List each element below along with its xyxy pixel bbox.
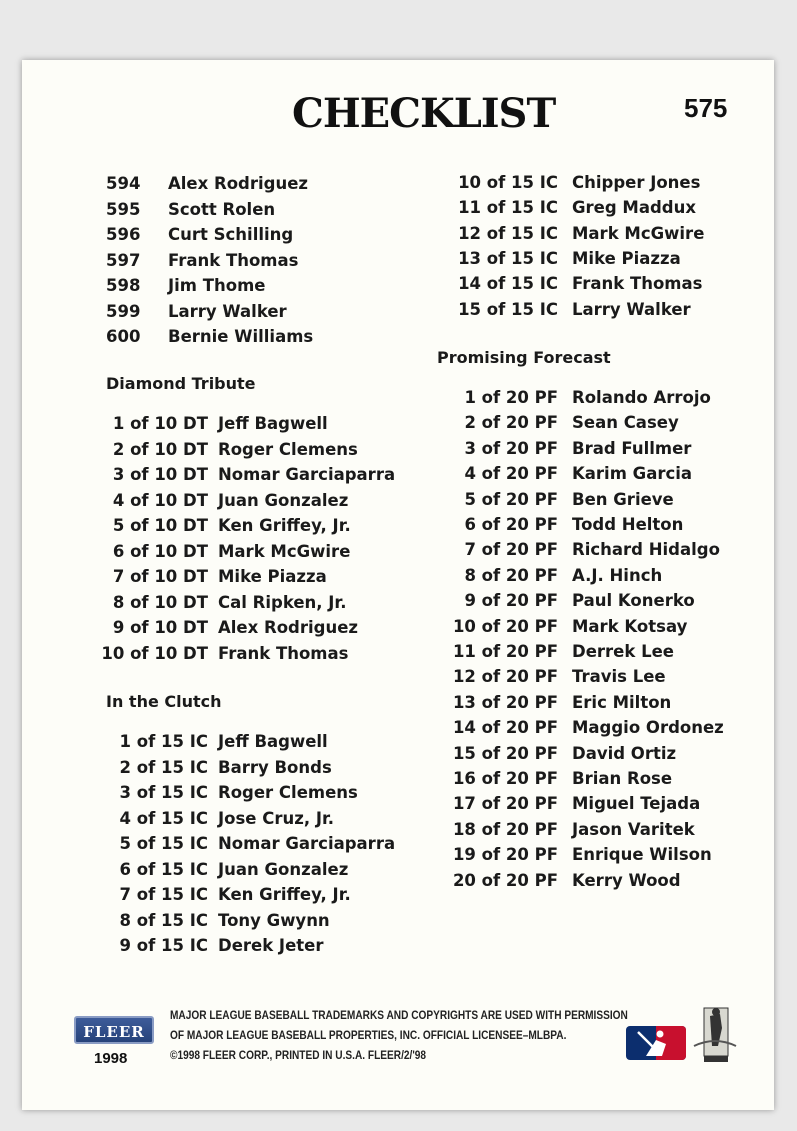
card-number-label: 8 of 10 DT xyxy=(112,592,208,612)
list-item xyxy=(437,170,757,195)
player-name: Juan Gonzalez xyxy=(218,859,349,879)
player-name: Mark McGwire xyxy=(218,541,351,561)
card-number-label: 11 of 15 IC xyxy=(458,198,558,218)
list-item xyxy=(437,614,757,639)
card-number-label: 5 of 10 DT xyxy=(112,516,208,535)
list-item xyxy=(437,563,757,588)
section-heading-diamond-tribute: Diamond Tribute xyxy=(106,374,256,393)
list-item xyxy=(106,248,426,273)
player-name: Cal Ripken, Jr. xyxy=(218,592,347,612)
year-label: 1998 xyxy=(94,1050,128,1067)
page-title: CHECKLIST xyxy=(292,90,556,137)
list-item xyxy=(437,791,757,816)
card-number-label: 2 of 10 DT xyxy=(112,439,208,459)
list-item xyxy=(437,537,757,562)
player-name: Travis Lee xyxy=(572,667,666,687)
player-name: Barry Bonds xyxy=(218,757,332,777)
card-number-label: 7 of 10 DT xyxy=(112,567,208,586)
legal-line: OF MAJOR LEAGUE BASEBALL PROPERTIES, INC. OFFICIAL LICENSEE–MLBPA. xyxy=(170,1030,567,1042)
list-item xyxy=(106,273,426,298)
card-number-label: 12 of 15 IC xyxy=(458,223,558,243)
fleer-logo: FLEER xyxy=(74,1016,154,1044)
player-name: Karim Garcia xyxy=(572,464,693,484)
list-item xyxy=(437,385,757,410)
list-item xyxy=(437,461,757,486)
player-name: Larry Walker xyxy=(168,301,287,321)
player-name: A.J. Hinch xyxy=(572,565,663,585)
player-name: Jason Varitek xyxy=(572,819,695,839)
list-item xyxy=(106,831,426,856)
list-item xyxy=(437,487,757,512)
player-name: Brad Fullmer xyxy=(572,438,692,458)
card-number-label: 9 of 10 DT xyxy=(112,618,208,637)
card-number-label: 600 xyxy=(106,327,141,346)
player-name: Jim Thome xyxy=(168,276,266,295)
list-item xyxy=(437,817,757,842)
player-name: Maggio Ordonez xyxy=(572,718,724,738)
list-item xyxy=(437,664,757,689)
player-name: Ken Griffey, Jr. xyxy=(218,516,351,535)
list-item xyxy=(106,488,426,513)
card-number-label: 10 of 10 DT xyxy=(101,643,208,663)
list-item xyxy=(437,297,757,322)
card-number-label: 10 of 15 IC xyxy=(458,173,558,192)
player-name: Ken Griffey, Jr. xyxy=(218,885,351,904)
player-name: Larry Walker xyxy=(572,299,691,319)
list-item xyxy=(437,715,757,740)
list-item xyxy=(106,780,426,805)
card-number-label: 594 xyxy=(106,174,141,193)
player-name: Eric Milton xyxy=(572,692,672,712)
card-number-label: 599 xyxy=(106,301,141,321)
player-name: Richard Hidalgo xyxy=(572,540,720,560)
player-name: Scott Rolen xyxy=(168,199,276,219)
list-item xyxy=(437,410,757,435)
card-number-label: 7 of 20 PF xyxy=(464,540,558,560)
player-name: Todd Helton xyxy=(572,515,684,534)
list-item xyxy=(437,741,757,766)
list-item xyxy=(106,513,426,538)
list-item xyxy=(106,437,426,462)
card-number-label: 5 of 15 IC xyxy=(119,834,208,853)
list-item xyxy=(437,639,757,664)
list-item xyxy=(106,411,426,436)
player-name: Frank Thomas xyxy=(572,274,703,294)
player-name: Nomar Garciaparra xyxy=(218,465,396,484)
legal-line: MAJOR LEAGUE BASEBALL TRADEMARKS AND COPYRIGHTS ARE USED WITH PERMISSION xyxy=(170,1010,628,1022)
list-item xyxy=(106,324,426,349)
player-name: Jeff Bagwell xyxy=(218,732,328,751)
list-item xyxy=(106,222,426,247)
mlb-logo xyxy=(626,1026,686,1060)
player-name: Nomar Garciaparra xyxy=(218,834,396,853)
card-number-label: 10 of 20 PF xyxy=(452,616,558,636)
list-item xyxy=(106,755,426,780)
player-name: Brian Rose xyxy=(572,769,673,788)
list-item xyxy=(106,590,426,615)
player-name: Chipper Jones xyxy=(572,173,701,192)
card-number-label: 15 of 20 PF xyxy=(452,743,558,763)
list-item xyxy=(437,246,757,271)
card-number-label: 12 of 20 PF xyxy=(452,667,558,687)
card-number-label: 9 of 15 IC xyxy=(119,936,208,955)
list-item xyxy=(437,271,757,296)
player-name: Jeff Bagwell xyxy=(218,414,328,433)
player-name: Sean Casey xyxy=(572,413,679,433)
player-name: Frank Thomas xyxy=(218,643,349,663)
list-item xyxy=(106,539,426,564)
player-name: Frank Thomas xyxy=(168,250,299,270)
section-heading-promising-forecast: Promising Forecast xyxy=(437,348,611,367)
legal-line: ©1998 FLEER CORP., PRINTED IN U.S.A. FLEER/2/'98 xyxy=(170,1050,426,1062)
list-item xyxy=(106,564,426,589)
player-name: Paul Konerko xyxy=(572,591,695,611)
player-name: Enrique Wilson xyxy=(572,845,712,865)
list-item xyxy=(106,857,426,882)
player-name: Kerry Wood xyxy=(572,870,681,890)
card-number-label: 6 of 10 DT xyxy=(112,541,208,561)
card-number-label: 1 of 10 DT xyxy=(112,414,208,433)
card-number-label: 6 of 20 PF xyxy=(464,515,558,534)
list-item xyxy=(437,436,757,461)
player-name: Bernie Williams xyxy=(168,327,314,346)
card-number-label: 596 xyxy=(106,225,141,244)
card-number-label: 16 of 20 PF xyxy=(452,769,558,788)
card-number-label: 3 of 15 IC xyxy=(119,783,208,802)
list-item xyxy=(106,171,426,196)
card-number-label: 2 of 20 PF xyxy=(464,413,558,433)
card-number-label: 13 of 15 IC xyxy=(458,248,558,268)
list-item xyxy=(437,842,757,867)
card-number-label: 595 xyxy=(106,199,141,219)
card-number-label: 4 of 15 IC xyxy=(119,808,208,828)
list-item xyxy=(106,882,426,907)
player-name: Derek Jeter xyxy=(218,936,324,955)
list-item xyxy=(101,641,426,666)
list-item xyxy=(437,221,757,246)
player-name: Mike Piazza xyxy=(218,567,327,586)
card-number-label: 1 of 15 IC xyxy=(119,732,208,751)
player-name: Greg Maddux xyxy=(572,198,696,218)
list-item xyxy=(437,766,757,791)
player-name: Ben Grieve xyxy=(572,489,674,509)
list-item xyxy=(106,615,426,640)
player-name: Jose Cruz, Jr. xyxy=(218,808,335,828)
card-number-label: 2 of 15 IC xyxy=(119,757,208,777)
player-name: Rolando Arrojo xyxy=(572,388,711,407)
list-item xyxy=(437,588,757,613)
card-number-label: 9 of 20 PF xyxy=(464,591,558,611)
card-number-label: 3 of 10 DT xyxy=(112,465,208,484)
player-name: Juan Gonzalez xyxy=(218,490,349,510)
list-item xyxy=(106,299,426,324)
card-number-label: 7 of 15 IC xyxy=(119,885,208,904)
card-number-label: 1 of 20 PF xyxy=(464,388,558,407)
player-name: Alex Rodriguez xyxy=(168,174,309,193)
card-number-label: 4 of 20 PF xyxy=(464,464,558,484)
player-name: Miguel Tejada xyxy=(572,794,701,814)
list-item xyxy=(437,690,757,715)
player-name: Mark McGwire xyxy=(572,223,705,243)
player-name: Tony Gwynn xyxy=(218,910,330,930)
card-number-label: 3 of 20 PF xyxy=(464,438,558,458)
card-number-label: 6 of 15 IC xyxy=(119,859,208,879)
card-number-label: 4 of 10 DT xyxy=(112,490,208,510)
player-name: David Ortiz xyxy=(572,743,677,763)
player-name: Mike Piazza xyxy=(572,248,681,268)
card-number-label: 8 of 15 IC xyxy=(119,910,208,930)
card-number-label: 15 of 15 IC xyxy=(458,299,558,319)
list-item xyxy=(437,512,757,537)
list-item xyxy=(437,868,757,893)
legal-notice xyxy=(170,1006,628,1066)
trading-card-back xyxy=(22,60,774,1110)
card-number-label: 11 of 20 PF xyxy=(452,642,558,661)
player-name: Roger Clemens xyxy=(218,783,358,802)
card-number-label: 598 xyxy=(106,276,141,295)
card-number-label: 597 xyxy=(106,250,141,270)
mlbpa-logo xyxy=(690,1006,740,1064)
list-item xyxy=(106,729,426,754)
card-number-label: 8 of 20 PF xyxy=(464,565,558,585)
card-number-label: 14 of 20 PF xyxy=(452,718,558,738)
card-number-label: 13 of 20 PF xyxy=(452,692,558,712)
list-item xyxy=(106,462,426,487)
list-item xyxy=(106,933,426,958)
list-item xyxy=(106,197,426,222)
card-number: 575 xyxy=(684,93,728,123)
section-heading-in-the-clutch: In the Clutch xyxy=(106,692,222,711)
card-number-label: 18 of 20 PF xyxy=(452,819,558,839)
list-item xyxy=(106,908,426,933)
card-number-label: 20 of 20 PF xyxy=(452,870,558,890)
card-number-label: 17 of 20 PF xyxy=(452,794,558,814)
list-item xyxy=(437,195,757,220)
player-name: Curt Schilling xyxy=(168,225,294,244)
player-name: Roger Clemens xyxy=(218,439,358,459)
list-item xyxy=(106,806,426,831)
card-number-label: 5 of 20 PF xyxy=(464,489,558,509)
player-name: Alex Rodriguez xyxy=(218,618,359,637)
player-name: Mark Kotsay xyxy=(572,616,688,636)
card-number-label: 19 of 20 PF xyxy=(452,845,558,865)
card-number-label: 14 of 15 IC xyxy=(458,274,558,294)
player-name: Derrek Lee xyxy=(572,642,674,661)
